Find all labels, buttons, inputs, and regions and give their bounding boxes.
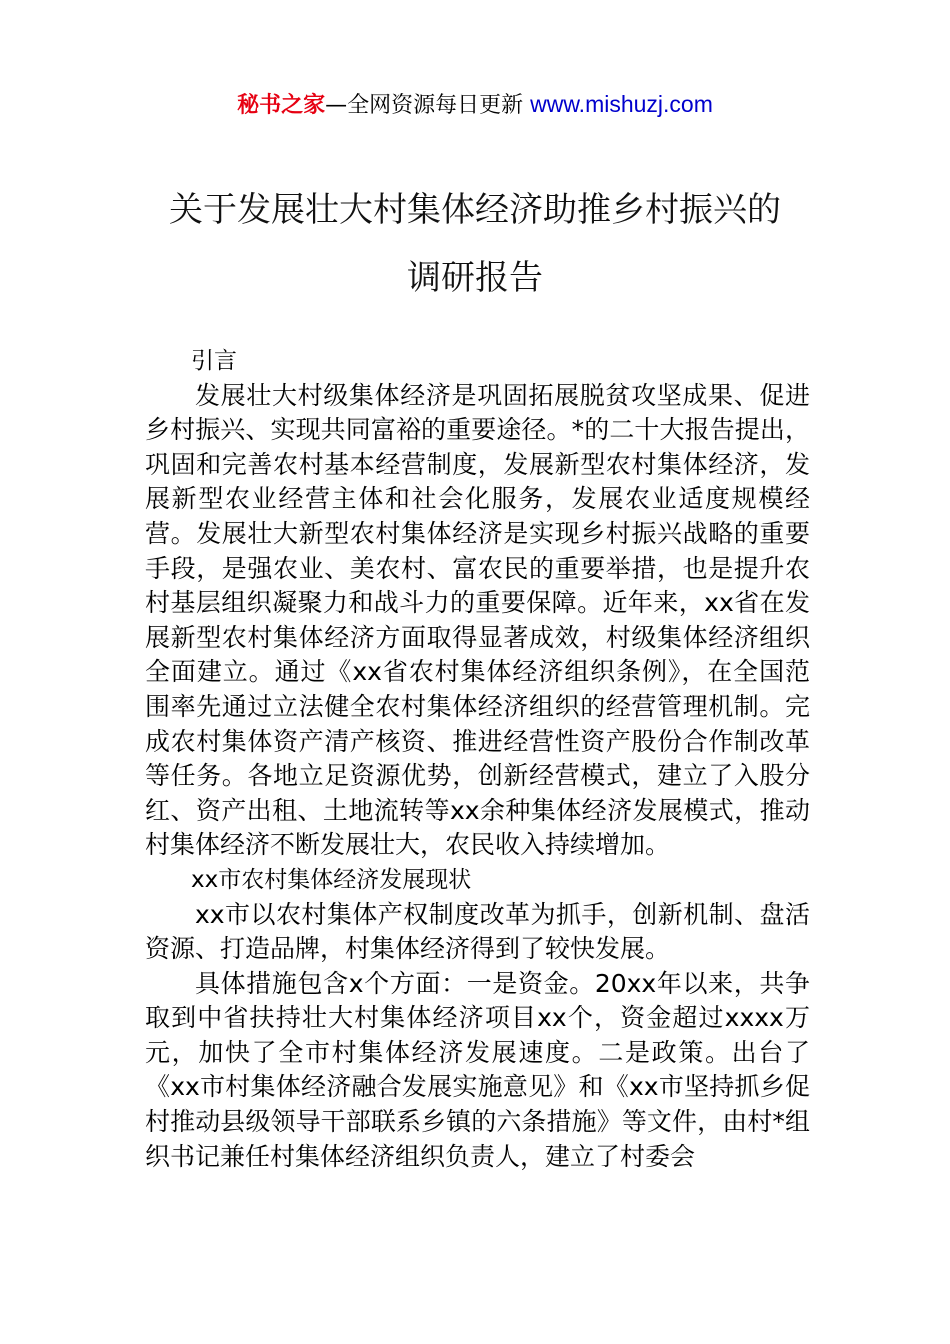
site-header [0,88,950,122]
section-heading-intro: 引言 [191,348,237,374]
site-url-link[interactable]: www.mishuzj.com [530,91,713,117]
paragraph-measures: 具体措施包含x个方面：一是资金。20xx年以来，共争取到中省扶持壮大村集体经济项目xx个，资金超过xxxx万元，加快了全市村集体经济发展速度。二是政策。出台了《xx市村集体经济融合发展实施意见》和《xx市坚持抓乡促村推动县级领导干部联系乡镇的六条措施》等文件，由村*组织书记兼任村集体经济组织负责人，建立了村委会 [145,968,810,1171]
header-tagline: —全网资源每日更新 [325,93,531,118]
brand-name: 秘书之家 [237,93,326,118]
document-body [145,344,810,1174]
section-heading-status: xx市农村集体经济发展现状 [191,866,472,893]
document-title-line-2: 调研报告 [407,258,543,298]
paragraph-intro: 发展壮大村级集体经济是巩固拓展脱贫攻坚成果、促进乡村振兴、实现共同富裕的重要途径。*的二十大报告提出，巩固和完善农村基本经营制度，发展新型农村集体经济，发展新型农业经营主体和社会化服务，发展农业适度规模经营。发展壮大新型农村集体经济是实现乡村振兴战略的重要手段，是强农业、美农村、富农民的重要举措，也是提升农村基层组织凝聚力和战斗力的重要保障。近年来，xx省在发展新型农村集体经济方面取得显著成效，村级集体经济组织全面建立。通过《xx省农村集体经济组织条例》，在全国范围率先通过立法健全农村集体经济组织的经营管理机制。完成农村集体资产清产核资、推进经营性资产股份合作制改革等任务。各地立足资源优势，创新经营模式，建立了入股分红、资产出租、土地流转等xx余种集体经济发展模式，推动村集体经济不断发展壮大，农民收入持续增加。 [145,380,810,860]
paragraph-status: xx市以农村集体产权制度改革为抓手，创新机制、盘活资源、打造品牌，村集体经济得到了较快发展。 [145,899,810,964]
document-title-line-1: 关于发展壮大村集体经济助推乡村振兴的 [169,190,781,230]
